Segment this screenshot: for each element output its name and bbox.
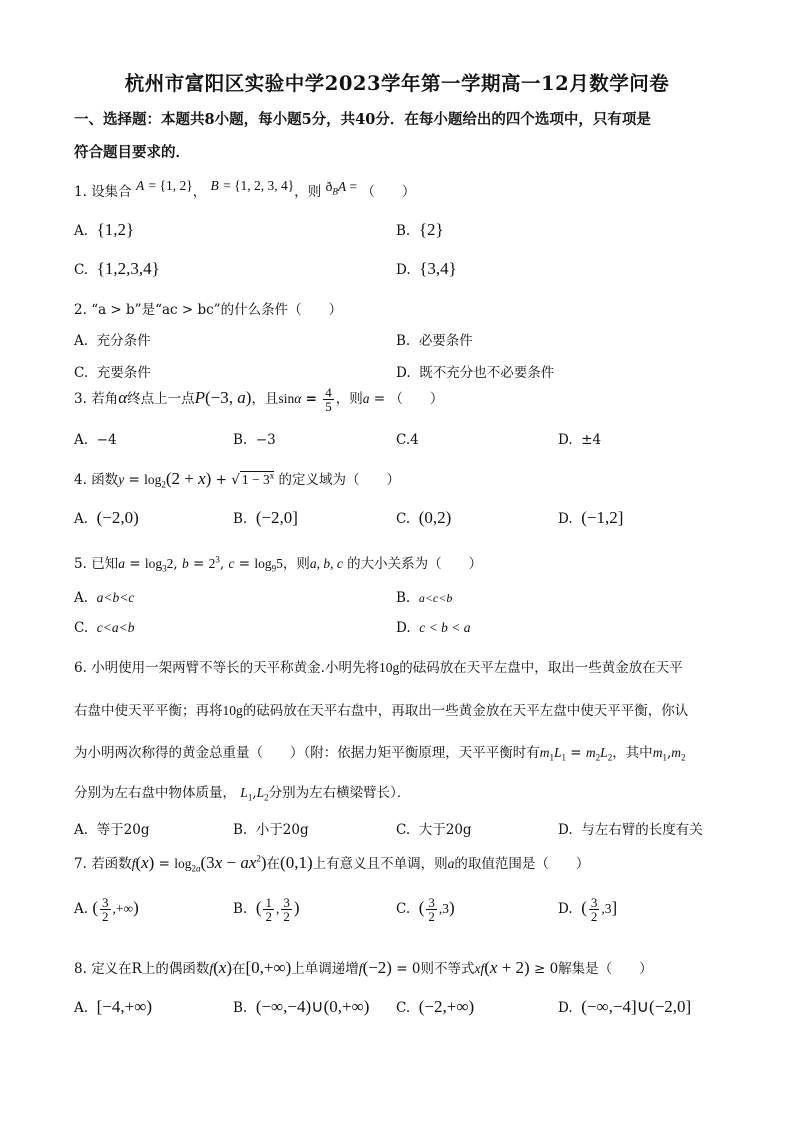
q8-option-d: D. (−∞,−4]∪(−2,0] [558, 997, 692, 1016]
page-title: 杭州市富阳区实验中学2023学年第一学期高一12月数学问卷 [124, 72, 670, 95]
q4-option-b: B. (−2,0] [233, 508, 298, 527]
question-6-line2: 右盘中使天平平衡；再将10g的砝码放在天平右盘中，再取出一些黄金放在天平左盘中使天平平衡，你认 [74, 703, 689, 719]
q2-text: “a > b”是“ac > bc”的什么条件（ ） [91, 302, 343, 318]
section-heading-line2: 符合题目要求的． [74, 144, 190, 161]
q1-number: 1. [74, 184, 87, 200]
question-6-line3: 为小明两次称得的黄金总重量（ ）（附：依据力矩平衡原理，天平平衡时有$m_1L_1 = m_2L_2$，其中$m_1,m_2$ [74, 745, 686, 763]
q8-option-b: B. (−∞,−4)∪(0,+∞) [233, 997, 370, 1016]
q3-option-a: A. −4 [74, 432, 117, 448]
q7-option-b: B. ( $\frac{1}{2}$ , $\frac{3}{2}$ ) [233, 895, 300, 924]
q8-option-a: A. [−4,+∞) [74, 997, 153, 1016]
q1-option-a: A. {1,2} [74, 220, 135, 239]
q5-option-d: D. c < b < a [396, 620, 471, 636]
q1-option-d: D. {3,4} [396, 259, 457, 278]
q6-option-c: C. 大于20g [396, 822, 472, 838]
question-1: 1. 设集合 A = {1, 2}， B = {1, 2, 3, 4}，则 $ð_BA$ = （ ） [74, 178, 416, 200]
q2-option-b: B. 必要条件 [396, 333, 473, 349]
question-4: 4. 函数$y = \log_2(2 + x)$ + √ $1 - 3^x$ 的定义域为（ ） [74, 469, 400, 490]
q4-option-d: D. (−1,2] [558, 508, 624, 527]
q1-option-b: B. {2} [396, 220, 444, 239]
q1-text-a: 设集合 [91, 184, 132, 200]
q1-text-b: ，则 [294, 184, 322, 200]
q6-option-b: B. 小于20g [233, 822, 309, 838]
q2-option-d: D. 既不充分也不必要条件 [396, 365, 555, 381]
q7-option-a: A. ( $\frac{3}{2}$ ,+∞) [74, 895, 139, 924]
question-8: 8. 定义在R上的偶函数f(x)在[0,+∞)上单调递增f(−2) = 0则不等式xf(x + 2) ≥ 0解集是（ ） [74, 958, 653, 977]
q5-option-a: A. a<b<c [74, 590, 135, 606]
q3-option-d: D. ±4 [558, 432, 602, 448]
q1-text-c: （ ） [361, 184, 416, 200]
question-5: 5. 已知$a = \log_32$, $b = 2^3$, $c = \log_95$，则a, b, c 的大小关系为（ ） [74, 554, 483, 574]
q6-option-a: A. 等于20g [74, 822, 150, 838]
q5-option-c: C. c<a<b [74, 620, 135, 636]
q3-option-b: B. −3 [233, 432, 276, 448]
q4-option-c: C. (0,2) [396, 508, 452, 527]
question-7: 7. 若函数$f(x) = \log_{2a}(3x - ax^2)$在(0,1)上有意义且不单调，则a的取值范围是（ ） [74, 853, 590, 874]
q8-option-c: C. (−2,+∞) [396, 997, 475, 1016]
question-3: 3. 若角α终点上一点P(−3, a)，且sinα = $\frac{4}{5}$ ，则a = （ ） [74, 385, 444, 414]
q5-option-b: B. a<c<b [396, 590, 453, 606]
q2-option-a: A. 充分条件 [74, 333, 151, 349]
q4-option-a: A. (−2,0) [74, 508, 139, 527]
q7-option-d: D. ( $\frac{3}{2}$ ,3] [558, 895, 618, 924]
question-6-line1: 6. 小明使用一架两臂不等长的天平称黄金.小明先将10g的砝码放在天平左盘中，取出一些黄金放在天平 [74, 660, 683, 676]
question-2: 2. “a > b”是“ac > bc”的什么条件（ ） [74, 302, 343, 318]
q1-option-c: C. {1,2,3,4} [74, 259, 160, 278]
q2-option-c: C. 充要条件 [74, 365, 151, 381]
q7-option-c: C. ( $\frac{3}{2}$ ,3) [396, 895, 455, 924]
q3-option-c: C.4 [396, 432, 419, 448]
q3-fraction: $\frac{4}{5}$ [325, 385, 332, 414]
section-heading-line1: 一、选择题：本题共8小题，每小题5分，共40分．在每小题给出的四个选项中，只有项是 [74, 111, 651, 128]
q6-option-d: D. 与左右臂的长度有关 [558, 822, 703, 838]
question-6-line4: 分别为左右盘中物体质量， $L_1,L_2$分别为左右横梁臂长）． [74, 785, 411, 803]
